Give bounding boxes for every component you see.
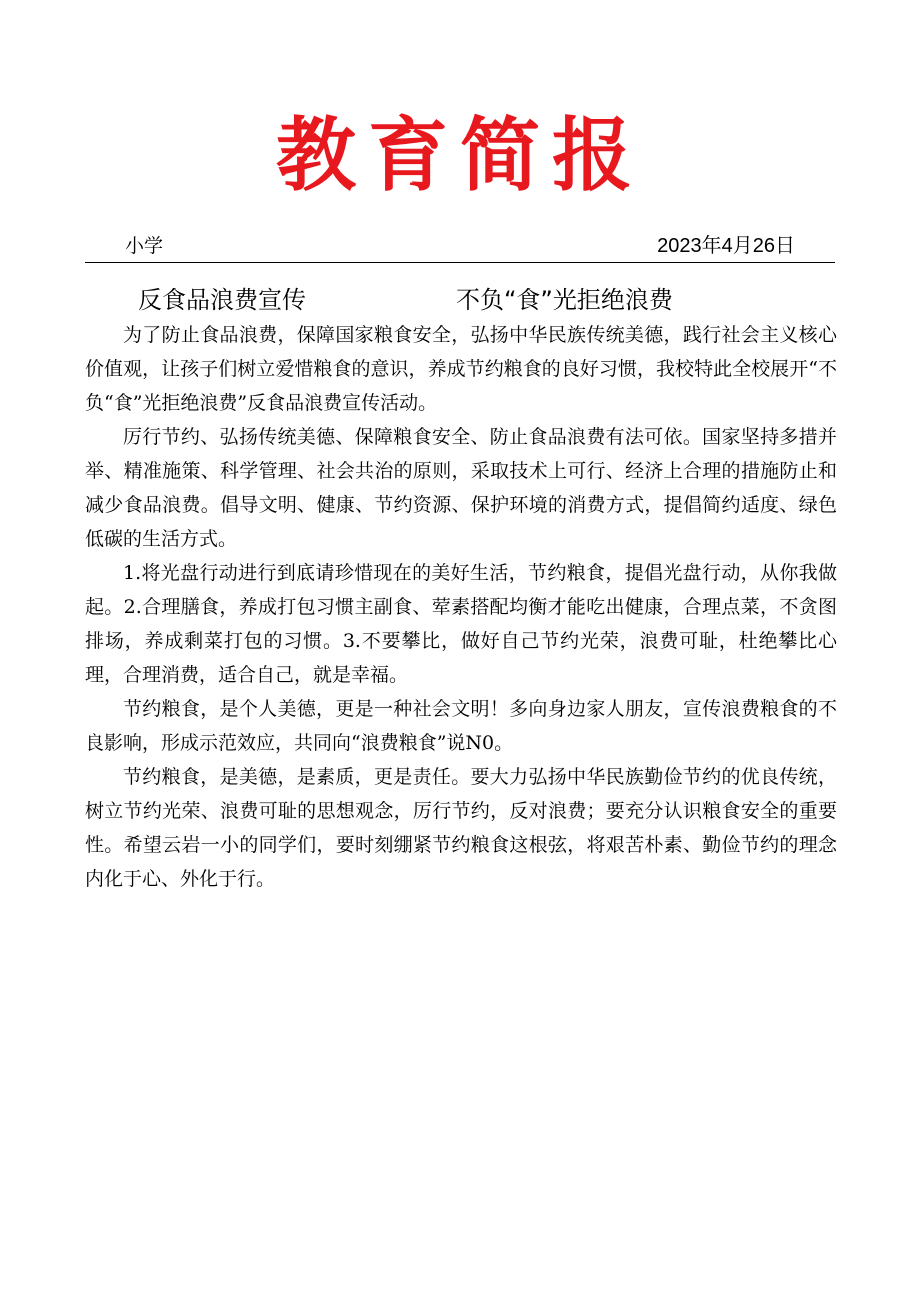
headline-right: 不负“食”光拒绝浪费 (456, 286, 673, 314)
paragraph-law: 厉行节约、弘扬传统美德、保障粮食安全、防止食品浪费有法可依。国家坚持多措并举、精准施策、科学管理、社会共治的原则，采取技术上可行、经济上合理的措施防止和减少食品浪费。倡导文明、健康、节约资源、保护环境的消费方式，提倡简约适度、绿色低碳的生活方式。 (85, 426, 837, 550)
meta-row (85, 232, 835, 263)
paragraph-responsibility: 节约粮食，是美德，是素质，更是责任。要大力弘扬中华民族勤俭节约的优良传统，树立节约光荣、浪费可耻的思想观念，厉行节约，反对浪费；要充分认识粮食安全的重要性。希望云岩一小的同学们，要时刻绷紧节约粮食这根弦，将艰苦朴素、勤俭节约的理念内化于心、外化于行。 (85, 766, 837, 890)
article-body (85, 318, 837, 896)
paragraph-actions: 1.将光盘行动进行到底请珍惜现在的美好生活，节约粮食，提倡光盘行动，从你我做起。2.合理膳食，养成打包习惯主副食、荤素搭配均衡才能吃出健康，合理点菜，不贪图排场，养成剩菜打包的习惯。3.不要攀比，做好自己节约光荣，浪费可耻，杜绝攀比心理，合理消费，适合自己，就是幸福。 (85, 562, 837, 686)
school-name: 小学 (125, 235, 164, 257)
paragraph-civilization: 节约粮食，是个人美德，更是一种社会文明！多向身边家人朋友，宣传浪费粮食的不良影响，形成示范效应，共同向“浪费粮食”说N0。 (85, 698, 837, 754)
paragraph-intro: 为了防止食品浪费，保障国家粮食安全，弘扬中华民族传统美德，践行社会主义核心价值观，让孩子们树立爱惜粮食的意识，养成节约粮食的良好习惯，我校特此全校展开“不负“食”光拒绝浪费”反食品浪费宣传活动。 (85, 324, 837, 414)
masthead-title: 教育简报 (276, 108, 644, 202)
headline-left: 反食品浪费宣传 (138, 286, 306, 314)
issue-date: 2023年4月26日 (657, 235, 795, 257)
